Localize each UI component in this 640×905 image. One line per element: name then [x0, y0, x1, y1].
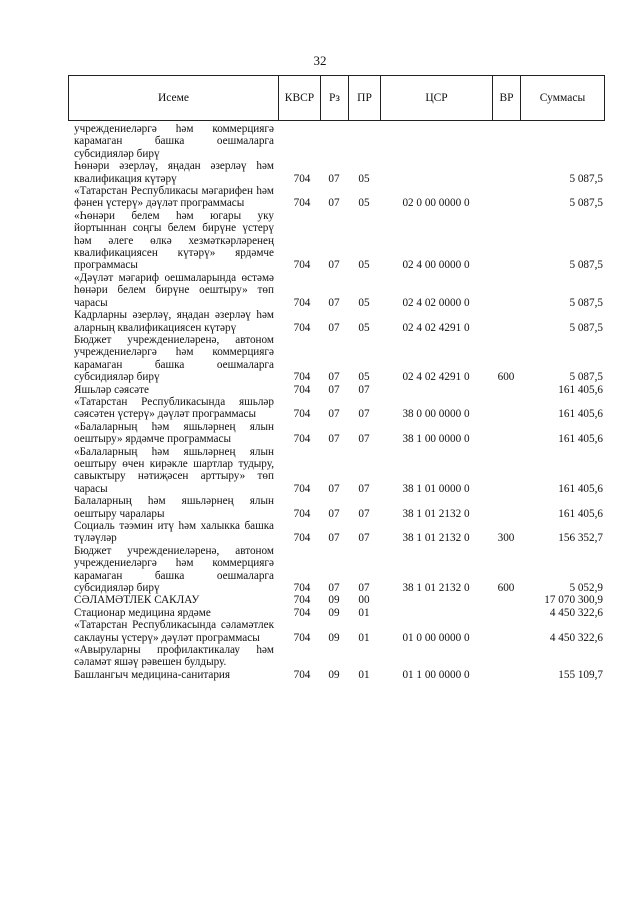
row-pr: 07: [358, 532, 370, 545]
row-name: «Балаларның һәм яшьләрнең ялын оештыру өчен кирәкле шартлар тудыру, савыктыру нәтиҗәсен арттыру» төп чарасы: [74, 445, 274, 495]
row-name: «Авыруларны профилактикалау һәм сәламәт яшәү рәвешен булдыру.: [74, 644, 274, 669]
row-rz: 07: [328, 482, 340, 495]
row-sum: 4 450 322,6: [549, 606, 603, 619]
row-pr: 07: [358, 507, 370, 520]
row-rz: 09: [328, 668, 340, 681]
row-csr: 02 4 02 4291 0: [402, 321, 470, 334]
row-sum: 156 352,7: [558, 532, 603, 545]
row-rz: 07: [328, 172, 340, 185]
row-rz: 07: [328, 296, 340, 309]
row-sum: 4 450 322,6: [549, 631, 603, 644]
table-row: [68, 520, 605, 545]
row-kvsr: 704: [293, 321, 311, 334]
row-rz: 07: [328, 408, 340, 421]
row-kvsr: 704: [293, 172, 311, 185]
row-name: СӘЛАМӘТЛЕК САКЛАУ: [74, 594, 200, 607]
row-vr: 600: [497, 371, 515, 384]
row-vr: 600: [497, 582, 515, 595]
row-csr: 38 1 01 2132 0: [402, 507, 470, 520]
row-pr: 05: [358, 197, 370, 210]
row-sum: 5 087,5: [569, 321, 603, 334]
header-vr: ВР: [493, 76, 521, 120]
row-sum: 5 087,5: [569, 371, 603, 384]
row-kvsr: 704: [293, 408, 311, 421]
row-pr: 07: [358, 408, 370, 421]
header-pr: ПР: [349, 76, 381, 120]
row-rz: 07: [328, 383, 340, 396]
row-sum: 5 052,9: [569, 582, 603, 595]
row-kvsr: 704: [293, 532, 311, 545]
table-row: [68, 210, 605, 272]
row-kvsr: 704: [293, 594, 311, 607]
row-name: «Һөнәри белем һәм югары уку йортыннан соңгы белем бирүне үстерү һәм әлеге өлкә хезмәткәрләренең квалификациясен күтәрү» ярдәмче программасы: [74, 209, 274, 272]
row-name: «Татарстан Республикасында яшьләр сәясәтен үстерү» дәүләт программасы: [74, 395, 274, 421]
table-row: [68, 669, 605, 681]
table-row: [68, 594, 605, 606]
row-rz: 07: [328, 507, 340, 520]
row-kvsr: 704: [293, 197, 311, 210]
row-csr: 38 0 00 0000 0: [402, 408, 470, 421]
row-pr: 07: [358, 383, 370, 396]
table-row: [68, 644, 605, 669]
table-row: [68, 272, 605, 309]
row-name: Бюджет учреждениеләренә, автоном учреждениеләргә һәм коммерциягә карамаган башка оешмаларга субсидияләр бирү: [74, 333, 274, 384]
row-csr: 01 0 00 0000 0: [402, 631, 470, 644]
table-row: [68, 185, 605, 210]
row-name: Яшьләр сәясәте: [74, 383, 149, 396]
row-kvsr: 704: [293, 631, 311, 644]
row-rz: 07: [328, 197, 340, 210]
table-row: [68, 607, 605, 619]
row-rz: 07: [328, 371, 340, 384]
row-name: Бюджет учреждениеләренә, автоном учреждениеләргә һәм коммерциягә карамаган башка оешмаларга субсидияләр бирү: [74, 544, 274, 595]
table-row: [68, 396, 605, 421]
row-pr: 07: [358, 433, 370, 446]
header-kvsr: КВСР: [279, 76, 321, 120]
table-header: [68, 75, 605, 121]
row-pr: 05: [358, 296, 370, 309]
header-name: Исеме: [69, 76, 279, 120]
row-pr: 01: [358, 668, 370, 681]
row-rz: 09: [328, 594, 340, 607]
row-kvsr: 704: [293, 383, 311, 396]
row-pr: 01: [358, 631, 370, 644]
row-pr: 05: [358, 321, 370, 334]
row-sum: 5 087,5: [569, 296, 603, 309]
row-sum: 161 405,6: [558, 482, 603, 495]
table-row: [68, 495, 605, 520]
row-kvsr: 704: [293, 582, 311, 595]
row-pr: 07: [358, 582, 370, 595]
table-body: [68, 123, 605, 681]
row-csr: 02 4 02 0000 0: [402, 296, 470, 309]
row-rz: 07: [328, 321, 340, 334]
row-kvsr: 704: [293, 259, 311, 272]
header-csr: ЦСР: [381, 76, 493, 120]
row-name: Башлангыч медицина-санитария: [74, 668, 231, 681]
row-csr: 02 0 00 0000 0: [402, 197, 470, 210]
page-number: 32: [313, 53, 327, 68]
row-kvsr: 704: [293, 371, 311, 384]
row-kvsr: 704: [293, 507, 311, 520]
row-pr: 07: [358, 482, 370, 495]
row-rz: 07: [328, 582, 340, 595]
row-csr: 38 1 01 2132 0: [402, 532, 470, 545]
row-kvsr: 704: [293, 606, 311, 619]
row-rz: 07: [328, 433, 340, 446]
row-kvsr: 704: [293, 482, 311, 495]
row-sum: 5 087,5: [569, 259, 603, 272]
row-name: Һөнәри әзерләү, яңадан әзерләү һәм квалификация күтәрү: [74, 160, 274, 185]
row-sum: 5 087,5: [569, 172, 603, 185]
row-name: Стационар медицина ярдәме: [74, 606, 211, 619]
row-sum: 161 405,6: [558, 383, 603, 396]
header-rz: Рз: [321, 76, 349, 120]
row-pr: 05: [358, 259, 370, 272]
row-csr: 01 1 00 0000 0: [402, 668, 470, 681]
row-name: Кадрларны әзерләү, яңадан әзерләү һәм аларның квалификациясен күтәрү: [74, 309, 274, 334]
row-rz: 09: [328, 631, 340, 644]
row-sum: 161 405,6: [558, 408, 603, 421]
row-sum: 161 405,6: [558, 507, 603, 520]
table-row: [68, 334, 605, 384]
row-sum: 17 070 300,9: [544, 594, 603, 607]
row-vr: 300: [497, 532, 515, 545]
row-pr: 05: [358, 371, 370, 384]
table-row: [68, 123, 605, 160]
row-name: учреждениеләргә һәм коммерциягә карамаган башка оешмаларга субсидияләр бирү: [74, 123, 274, 160]
row-name: «Балаларның һәм яшьләрнең ялын оештыру» ярдәмче программасы: [74, 420, 274, 446]
row-name: Социаль тәэмин итү һәм халыкка башка түләүләр: [74, 520, 274, 545]
row-kvsr: 704: [293, 668, 311, 681]
row-csr: 38 1 00 0000 0: [402, 433, 470, 446]
row-rz: 09: [328, 606, 340, 619]
row-name: «Дәүләт мәгариф оешмаларында өстәмә һөнәри белем бирүне оештыру» төп чарасы: [74, 271, 274, 309]
row-csr: 02 4 00 0000 0: [402, 259, 470, 272]
row-rz: 07: [328, 532, 340, 545]
row-pr: 01: [358, 606, 370, 619]
row-name: «Татарстан Республикасында сәламәтлек саклауны үстерү» дәүләт программасы: [74, 619, 274, 644]
row-sum: 155 109,7: [558, 668, 603, 681]
table-row: [68, 309, 605, 334]
row-sum: 5 087,5: [569, 197, 603, 210]
table-row: [68, 421, 605, 446]
row-name: «Татарстан Республикасы мәгарифен һәм фәнен үстерү» дәүләт программасы: [74, 185, 274, 210]
table-row: [68, 160, 605, 185]
table-row: [68, 384, 605, 396]
table-row: [68, 619, 605, 644]
row-csr: 38 1 01 0000 0: [402, 482, 470, 495]
row-sum: 161 405,6: [558, 433, 603, 446]
row-kvsr: 704: [293, 296, 311, 309]
row-csr: 38 1 01 2132 0: [402, 582, 470, 595]
row-name: Балаларның һәм яшьләрнең ялын оештыру чаралары: [74, 495, 274, 520]
row-rz: 07: [328, 259, 340, 272]
header-sum: Суммасы: [539, 92, 586, 104]
table-row: [68, 545, 605, 595]
row-pr: 05: [358, 172, 370, 185]
row-pr: 00: [358, 594, 370, 607]
row-kvsr: 704: [293, 433, 311, 446]
table-row: [68, 446, 605, 496]
row-csr: 02 4 02 4291 0: [402, 371, 470, 384]
